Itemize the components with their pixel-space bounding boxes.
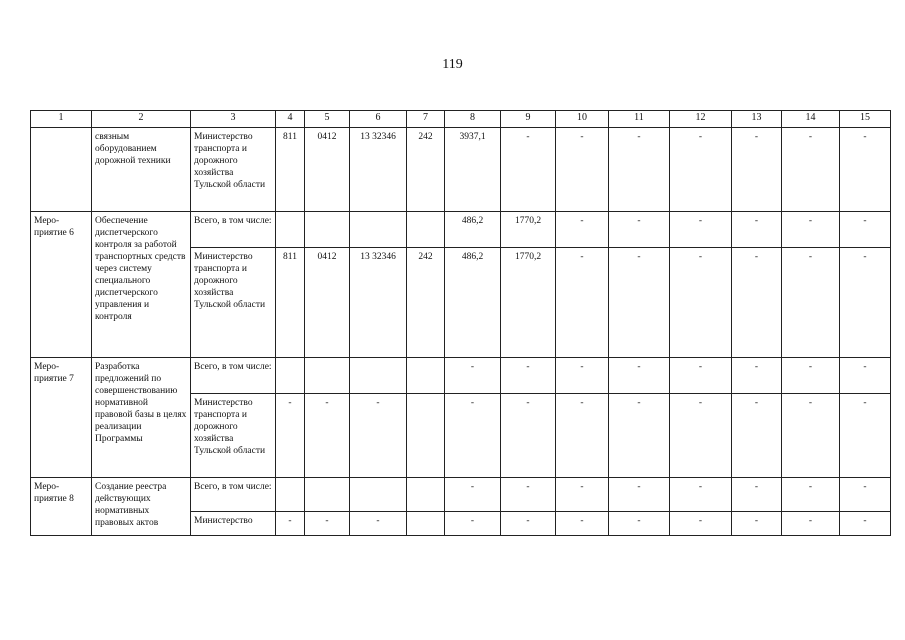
table-cell: Министерство транспорта и дорожного хозяйства Тульской области: [191, 248, 276, 358]
table-cell: Всего, в том числе:: [191, 478, 276, 512]
table-cell: Министерство транспорта и дорожного хозяйства Тульской области: [191, 394, 276, 478]
header-cell: 6: [350, 111, 407, 128]
table-cell: 13 32346: [350, 128, 407, 212]
table-cell: -: [445, 512, 501, 536]
table-cell: -: [840, 394, 891, 478]
header-cell: 5: [305, 111, 350, 128]
table-cell: -: [609, 512, 670, 536]
table-cell: -: [501, 478, 556, 512]
table-cell: [276, 358, 305, 394]
table-cell: -: [609, 248, 670, 358]
page-number: 119: [442, 57, 463, 72]
table-cell: 486,2: [445, 212, 501, 248]
header-cell: 1: [31, 111, 92, 128]
table-cell: -: [501, 128, 556, 212]
table-cell: [407, 394, 445, 478]
table-cell: 811: [276, 248, 305, 358]
table-cell: -: [782, 478, 840, 512]
table-cell: -: [782, 248, 840, 358]
table-cell: -: [782, 394, 840, 478]
table-cell: -: [445, 478, 501, 512]
table-cell: -: [782, 512, 840, 536]
table-cell: [305, 478, 350, 512]
table-cell: -: [556, 394, 609, 478]
table-cell: 811: [276, 128, 305, 212]
table-cell: 1770,2: [501, 212, 556, 248]
table-cell: -: [445, 394, 501, 478]
header-cell: 4: [276, 111, 305, 128]
table-cell: Создание реестра действующих нормативных правовых актов: [92, 478, 191, 536]
table-cell: [407, 478, 445, 512]
table-cell: 486,2: [445, 248, 501, 358]
header-cell: 12: [670, 111, 732, 128]
table-cell: -: [276, 512, 305, 536]
header-cell: 7: [407, 111, 445, 128]
table-cell: [31, 128, 92, 212]
table-cell: Министерство: [191, 512, 276, 536]
table-row: [31, 358, 891, 394]
table-cell: 242: [407, 248, 445, 358]
header-cell: 13: [732, 111, 782, 128]
table-cell: -: [732, 248, 782, 358]
table-cell: -: [670, 394, 732, 478]
table-cell: -: [609, 212, 670, 248]
budget-table: [30, 110, 891, 536]
table-cell: -: [556, 248, 609, 358]
table-row: [31, 212, 891, 248]
header-cell: 9: [501, 111, 556, 128]
table-cell: -: [609, 478, 670, 512]
table-cell: [407, 512, 445, 536]
table-cell: 0412: [305, 128, 350, 212]
table-cell: -: [609, 128, 670, 212]
table-cell: -: [732, 394, 782, 478]
table-cell: -: [305, 512, 350, 536]
header-cell: 8: [445, 111, 501, 128]
header-cell: 10: [556, 111, 609, 128]
table-cell: -: [556, 212, 609, 248]
table-cell: [276, 212, 305, 248]
header-cell: 14: [782, 111, 840, 128]
table-cell: -: [445, 358, 501, 394]
table-cell: -: [670, 248, 732, 358]
table-cell: -: [840, 128, 891, 212]
table-cell: -: [350, 512, 407, 536]
table-cell: Всего, в том числе:: [191, 212, 276, 248]
table-cell: [350, 212, 407, 248]
table-cell: Разработка предложений по совершенствованию нормативной правовой базы в целях реализации Программы: [92, 358, 191, 478]
table-row: [31, 478, 891, 512]
table-cell: -: [670, 128, 732, 212]
table-cell: -: [609, 394, 670, 478]
table-cell: -: [840, 478, 891, 512]
table-cell: -: [840, 512, 891, 536]
table-cell: Меро-приятие 7: [31, 358, 92, 478]
header-cell: 11: [609, 111, 670, 128]
table-cell: связным оборудованием дорожной техники: [92, 128, 191, 212]
table-cell: -: [670, 358, 732, 394]
table-cell: Всего, в том числе:: [191, 358, 276, 394]
table-cell: [350, 478, 407, 512]
table-cell: -: [501, 394, 556, 478]
table-cell: -: [732, 358, 782, 394]
table-cell: [407, 212, 445, 248]
table-cell: Обеспечение диспетчерского контроля за работой транспортных средств через систему специального диспетчерского управления и контроля: [92, 212, 191, 358]
table-cell: -: [609, 358, 670, 394]
table-cell: -: [350, 394, 407, 478]
table-cell: 242: [407, 128, 445, 212]
table-cell: -: [782, 358, 840, 394]
table-cell: -: [670, 478, 732, 512]
table-cell: -: [840, 358, 891, 394]
table-row: [31, 128, 891, 212]
header-row: [31, 111, 891, 128]
table-cell: Меро-приятие 8: [31, 478, 92, 536]
table-cell: [305, 358, 350, 394]
table-cell: -: [556, 128, 609, 212]
header-cell: 15: [840, 111, 891, 128]
table-cell: -: [501, 358, 556, 394]
table-cell: -: [556, 478, 609, 512]
table-cell: -: [276, 394, 305, 478]
table-cell: -: [782, 212, 840, 248]
table-cell: Меро-приятие 6: [31, 212, 92, 358]
table-cell: [350, 358, 407, 394]
table-cell: -: [732, 512, 782, 536]
table-cell: -: [732, 478, 782, 512]
table-cell: [407, 358, 445, 394]
header-cell: 3: [191, 111, 276, 128]
table-cell: -: [782, 128, 840, 212]
table-cell: -: [732, 128, 782, 212]
table-cell: -: [670, 512, 732, 536]
table-cell: -: [556, 358, 609, 394]
table-cell: -: [732, 212, 782, 248]
table-cell: 0412: [305, 248, 350, 358]
table-cell: -: [840, 212, 891, 248]
table-cell: [305, 212, 350, 248]
table-cell: -: [670, 212, 732, 248]
table-cell: -: [840, 248, 891, 358]
table-cell: -: [556, 512, 609, 536]
table-cell: 13 32346: [350, 248, 407, 358]
table-cell: [276, 478, 305, 512]
table-cell: Министерство транспорта и дорожного хозяйства Тульской области: [191, 128, 276, 212]
table-cell: -: [501, 512, 556, 536]
header-cell: 2: [92, 111, 191, 128]
table-cell: 3937,1: [445, 128, 501, 212]
table-cell: -: [305, 394, 350, 478]
table-cell: 1770,2: [501, 248, 556, 358]
